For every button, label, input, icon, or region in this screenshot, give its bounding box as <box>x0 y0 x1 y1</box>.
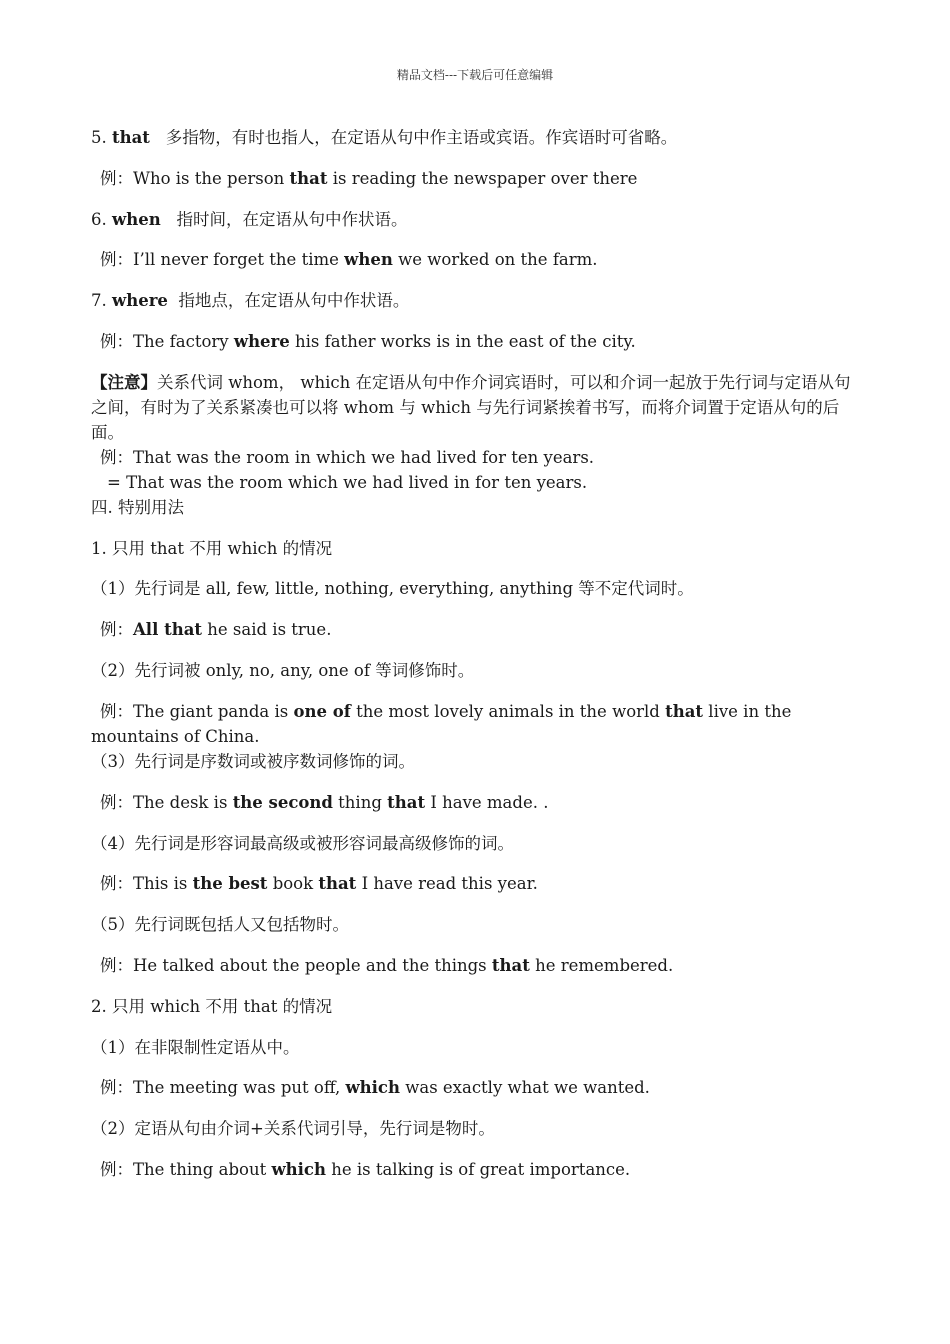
case-1-example: 例：All that he said is true. <box>100 620 332 639</box>
case-2-1-example: 例：The meeting was put off, which was exactly what we wanted. <box>100 1078 650 1097</box>
case-5: （5）先行词既包括人又包括物时。 <box>91 915 349 934</box>
note-example-1: 例：That was the room in which we had lived for ten years. <box>100 448 595 467</box>
case-2-2-example: 例：The thing about which he is talking is of great importance. <box>100 1160 631 1179</box>
section-4-heading: 四. 特别用法 <box>91 498 184 517</box>
case-2-2: （2）定语从句由介词+关系代词引导，先行词是物时。 <box>91 1119 495 1138</box>
case-2-example: 例：The giant panda is one of the most lovely animals in the world that live in the mountains of China. <box>91 702 792 746</box>
case-2-1: （1）在非限制性定语从中。 <box>91 1038 300 1057</box>
case-5-example: 例：He talked about the people and the things that he remembered. <box>100 956 674 975</box>
case-3-example: 例：The desk is the second thing that I have made. . <box>100 793 549 812</box>
case-2: （2）先行词被 only, no, any, one of 等词修饰时。 <box>91 661 475 680</box>
item-7-example: 例：The factory where his father works is in the east of the city. <box>100 332 636 351</box>
item-5: 5. that 多指物，有时也指人，在定语从句中作主语或宾语。作宾语时可省略。 <box>91 128 678 147</box>
subsection-1-heading: 1. 只用 that 不用 which 的情况 <box>91 539 333 558</box>
case-4-example: 例：This is the best book that I have read this year. <box>100 874 538 893</box>
item-7: 7. where 指地点，在定语从句中作状语。 <box>91 291 410 310</box>
item-6-example: 例：I’ll never forget the time when we worked on the farm. <box>100 250 598 269</box>
case-1: （1）先行词是 all, few, little, nothing, everything, anything 等不定代词时。 <box>91 579 694 598</box>
item-6: 6. when 指时间，在定语从句中作状语。 <box>91 210 408 229</box>
item-5-example: 例：Who is the person that is reading the newspaper over there <box>100 169 638 188</box>
note-example-2: = That was the room which we had lived in for ten years. <box>107 473 588 492</box>
subsection-2-heading: 2. 只用 which 不用 that 的情况 <box>91 997 333 1016</box>
case-4: （4）先行词是形容词最高级或被形容词最高级修饰的词。 <box>91 834 514 853</box>
case-3: （3）先行词是序数词或被序数词修饰的词。 <box>91 752 415 771</box>
note-paragraph: 【注意】关系代词 whom， which 在定语从句中作介词宾语时，可以和介词一起放于先行词与定语从句之间，有时为了关系紧凑也可以将 whom 与 which 与先行词紧挨着书写，而将介词置于定语从句的后面。 <box>91 373 851 442</box>
page-header: 精品文档---下载后可任意编辑 <box>396 68 554 82</box>
